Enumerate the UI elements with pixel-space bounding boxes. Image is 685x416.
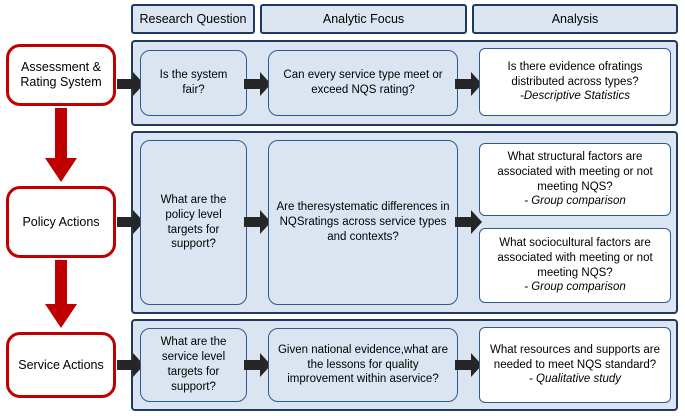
left-box-assessment-rating-system <box>6 44 116 106</box>
column-header-label: Analytic Focus <box>322 11 405 26</box>
left-box-policy-actions <box>6 186 116 258</box>
research-question-text: Is the system fair? <box>159 69 228 96</box>
research-question-text: What are the policy level targets for support? <box>160 193 227 251</box>
analysis-cell-row3-0 <box>479 327 671 403</box>
analytic-focus-text: Are theresystematic differences in NQSratings across service types and contexts? <box>276 201 450 243</box>
analysis-text: What sociocultural factors are associated with meeting or not meeting NQS? <box>497 236 653 279</box>
red-arrow-policy-to-service <box>44 260 78 330</box>
research-question-cell-row1 <box>140 50 247 116</box>
research-question-cell-row2 <box>140 140 247 305</box>
red-arrow-assessment-to-policy <box>44 108 78 184</box>
column-header-label: Analysis <box>551 11 599 26</box>
analysis-text: What resources and supports are needed to meet NQS standard? <box>489 343 661 371</box>
analytic-focus-cell-row2 <box>268 140 458 305</box>
column-header-research-question <box>131 4 255 34</box>
analysis-cell-row1-0 <box>479 48 671 116</box>
analysis-method: -Descriptive Statistics <box>520 90 630 103</box>
left-box-label: Assessment & Rating System <box>20 60 102 89</box>
analytic-focus-cell-row1 <box>268 50 458 116</box>
analysis-cell-row2-1 <box>479 228 671 303</box>
column-header-analytic-focus <box>260 4 467 34</box>
left-box-label: Service Actions <box>18 357 104 372</box>
analytic-focus-text: Given national evidence,what are the lessons for quality improvement within aservice? <box>277 343 449 386</box>
research-question-cell-row3 <box>140 328 247 402</box>
analysis-method: - Group comparison <box>524 195 626 208</box>
analysis-method: - Group comparison <box>524 281 626 294</box>
research-question-text: What are the service level targets for support? <box>160 336 227 393</box>
column-header-label: Research Question <box>139 11 247 26</box>
left-box-service-actions <box>6 332 116 398</box>
analysis-text: Is there evidence ofratings distributed across types? <box>507 60 643 88</box>
left-box-label: Policy Actions <box>22 214 100 229</box>
analysis-method: - Qualitative study <box>528 373 622 386</box>
analytic-focus-cell-row3 <box>268 328 458 402</box>
analysis-cell-row2-0 <box>479 143 671 216</box>
column-header-analysis <box>472 4 678 34</box>
analytic-focus-text: Can every service type meet or exceed NQS rating? <box>283 69 443 96</box>
analysis-text: What structural factors are associated with meeting or not meeting NQS? <box>497 150 653 193</box>
